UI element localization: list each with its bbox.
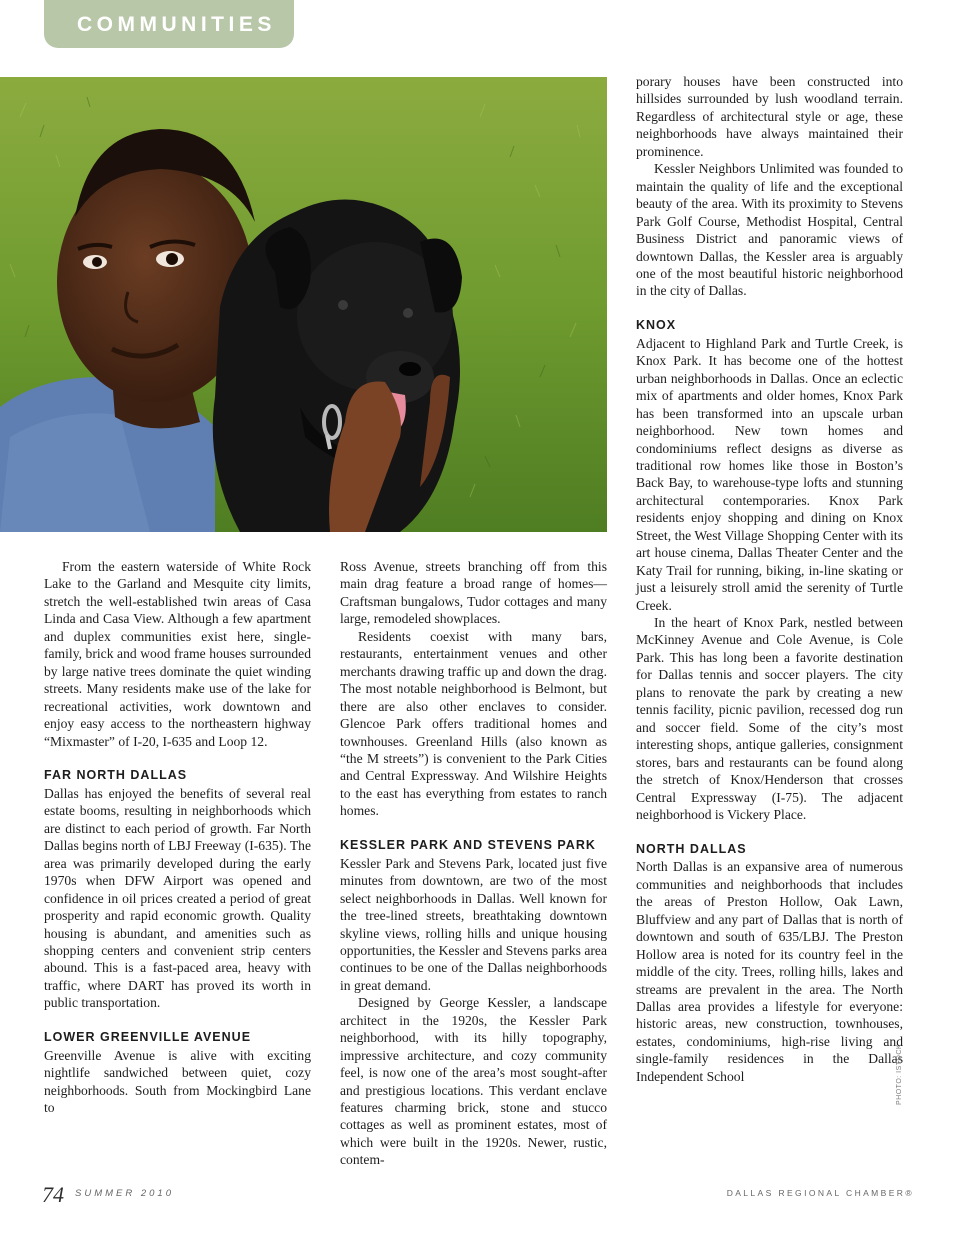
- text-column-3: [636, 73, 903, 1085]
- north-dallas-heading: NORTH DALLAS: [636, 841, 747, 856]
- kessler-park-heading: KESSLER PARK AND STEVENS PARK: [340, 838, 596, 853]
- knox-paragraph-1: Adjacent to Highland Park and Turtle Creek, is Knox Park. It has become one of the hottest urban neighborhoods in Dallas. Once an eclectic mix of apartments and older homes, Knox Park has been transformed into an upscale urban neighborhood. New town homes and condominiums reflect designs as diverse as traditional row homes like those in Boston’s Back Bay, to warehouse-type lofts and stunning architectural contemporaries. Knox Park residents enjoy shopping and dining on Knox Street, the West Village Shopping Center with its art house cinema, Dallas Theater Center and the Katy Trail for running, biking, in-line skating or just a leisurely stroll amid the serenity of Turtle Creek.: [636, 335, 903, 613]
- far-north-dallas-heading: FAR NORTH DALLAS: [44, 768, 188, 783]
- publication-name: DALLAS REGIONAL CHAMBER®: [726, 1188, 914, 1198]
- feature-photo: [0, 77, 607, 532]
- knox-heading: KNOX: [636, 318, 677, 333]
- far-north-dallas-paragraph: Dallas has enjoyed the benefits of several real estate booms, resulting in neighborhoods which are distinct to each period of growth. Far North Dallas begins north of LBJ Freeway (I-635). The area was primarily developed during the early 1970s when DFW Airport was opened and confidence in oil prices created a period of great prosperity and rapid economic growth. Quality housing is abundant, and amenities such as shopping centers and convenient strip centers abound. This is a fast-paced area, heavy with traffic, where DART has proved its worth in public transportation.: [44, 785, 311, 1011]
- page-number: 74: [42, 1182, 64, 1207]
- knox-paragraph-2: In the heart of Knox Park, nestled between McKinney Avenue and Cole Avenue, is Cole Park. This has long been a favorite destination for Dallas tennis and soccer players. The city plans to renovate the park by creating a new tennis facility, picnic pavilion, recessed dog run and soccer field. Some of the city’s most interesting shops, antique galleries, consignment stores, bars and restaurants can be found along the stretch of Knox/Henderson that crosses Central Expressway (I-75). The adjacent neighborhood is Vickery Place.: [636, 615, 903, 823]
- photo-credit: PHOTO: ISTOCK: [896, 1043, 903, 1105]
- section-label: COMMUNITIES: [77, 13, 276, 36]
- north-dallas-paragraph: North Dallas is an expansive area of numerous communities and neighborhoods that includes the areas of Preston Hollow, Oak Lawn, Bluffview and any part of Dallas that is north of downtown and south of 635/LBJ. The Preston Hollow area is noted for its country feel in the middle of the city. Trees, rolling hills, lakes and streams are prevalent in the area. The North Dallas area provides a lifestyle for everyone: historic areas, new construction, townhouses, estates, condominiums, high-rise living and single-family residences in the Dallas Independent School: [636, 859, 903, 1084]
- text-column-1: [44, 558, 311, 1116]
- kessler-paragraph-3: Kessler Neighbors Unlimited was founded to maintain the quality of life and the exceptional beauty of the area. With its proximity to Stevens Park Golf Course, Methodist Hospital, Central Business District and panoramic views of downtown Dallas, the Kessler area is arguably one of the most beautiful historic neighborhood in the city of Dallas.: [636, 161, 903, 299]
- boy-with-puppy-illustration: [0, 77, 607, 532]
- section-tab: [44, 0, 294, 48]
- text-column-2: [340, 558, 607, 1169]
- lower-greenville-heading: LOWER GREENVILLE AVENUE: [44, 1030, 252, 1045]
- intro-paragraph: From the eastern waterside of White Rock Lake to the Garland and Mesquite city limits, stretch the well-established twin areas of Casa Linda and Casa View. Although a few apartment and duplex communities exist here, single-family, brick and wood frame houses surrounded by large native trees dominate the quiet winding streets. Many residents make use of the lake for recreational activities, work downtown and enjoy easy access to the northeastern highway “Mixmaster” of I-20, I-635 and Loop 12.: [44, 559, 311, 749]
- lower-greenville-paragraph: Greenville Avenue is alive with exciting nightlife sandwiched between quiet, cozy neighborhoods. South from Mockingbird Lane to: [44, 1047, 311, 1116]
- issue-label: SUMMER 2010: [75, 1188, 174, 1199]
- greenville-continued-paragraph: Ross Avenue, streets branching off from this main drag feature a broad range of homes—Craftsman bungalows, Tudor cottages and many large, remodeled showplaces.: [340, 559, 607, 627]
- kessler-continued-paragraph: porary houses have been constructed into hillsides surrounded by lush woodland terrain. Regardless of architectural style or age, these neighborhoods have always maintained their prominence.: [636, 74, 903, 159]
- kessler-paragraph-2: Designed by George Kessler, a landscape architect in the 1920s, the Kessler Park neighborhood, with its hilly topography, impressive architecture, and cozy community feel, is now one of the area’s most sought-after and prestigious locations. This verdant enclave features charming brick, stone and stucco cottages as well as prominent estates, most of which were built in the 1920s. Newer, rustic, contem-: [340, 995, 607, 1168]
- kessler-paragraph-1: Kessler Park and Stevens Park, located just five minutes from downtown, are two of the most select neighborhoods in Dallas. Well known for the tree-lined streets, breathtaking downtown skyline views, rolling hills and unique housing opportunities, the Kessler and Stevens parks area continues to be one of the Dallas neighborhoods in great demand.: [340, 855, 607, 993]
- greenville-paragraph-2: Residents coexist with many bars, restaurants, entertainment venues and other merchants drawing traffic up and down the drag. The most notable neighborhood is Belmont, but there are also other enclaves to consider. Glencoe Park offers traditional homes and townhouses. Greenland Hills (also known as “the M streets”) is convenient to the Park Cities and Central Expressway. And Wilshire Heights to the east has everything from estates to ranch homes.: [340, 628, 607, 819]
